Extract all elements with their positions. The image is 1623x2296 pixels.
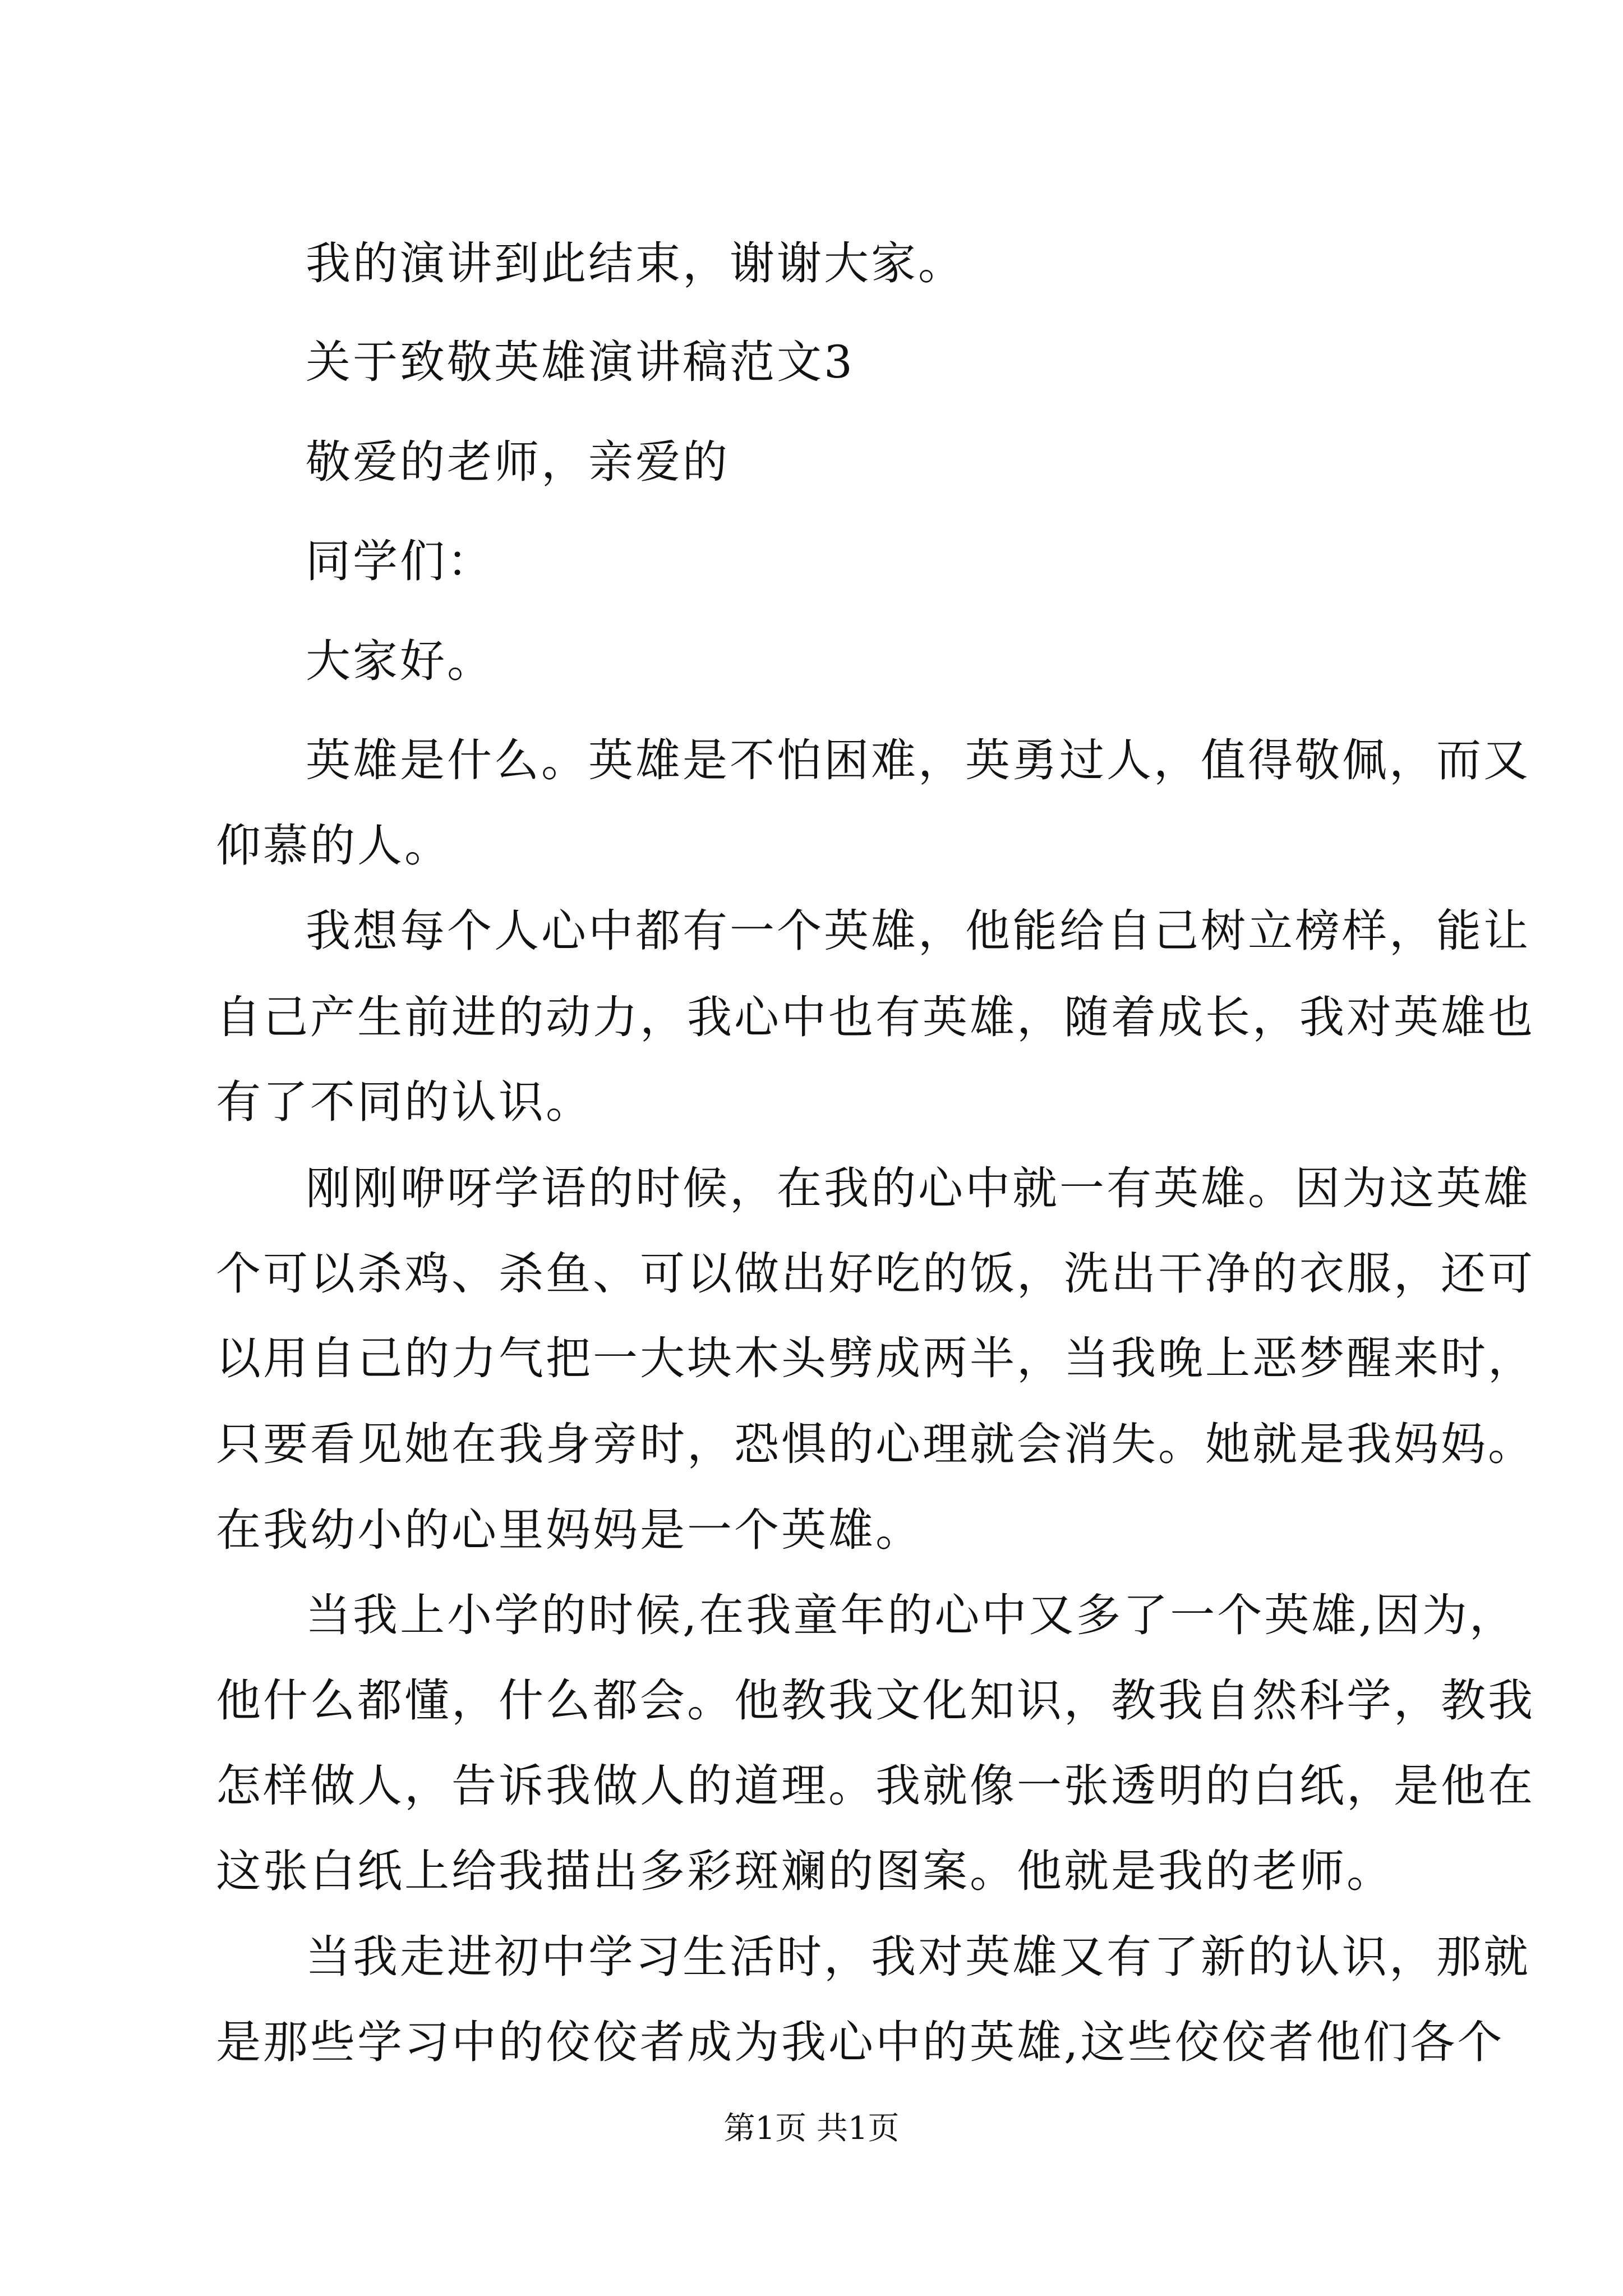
text-line: 只要看见她在我身旁时，恐惧的心理就会消失。她就是我妈妈。 <box>216 1418 1535 1470</box>
text-line: 怎样做人，告诉我做人的道理。我就像一张透明的白纸，是他在 <box>216 1760 1535 1812</box>
text-line: 刚刚咿呀学语的时候，在我的心中就一有英雄。因为这英雄 <box>306 1162 1530 1214</box>
text-line: 是那些学习中的佼佼者成为我心中的英雄,这些佼佼者他们各个 <box>216 2016 1505 2068</box>
text-line: 我想每个人心中都有一个英雄，他能给自己树立榜样，能让 <box>306 905 1530 957</box>
text-line: 敬爱的老师，亲爱的 <box>306 436 730 488</box>
text-line: 这张白纸上给我描出多彩斑斓的图案。他就是我的老师。 <box>216 1845 1394 1897</box>
text-line: 个可以杀鸡、杀鱼、可以做出好吃的饭，洗出干净的衣服，还可 <box>216 1248 1535 1300</box>
text-line: 当我走进初中学习生活时，我对英雄又有了新的认识，那就 <box>306 1931 1530 1983</box>
text-line: 他什么都懂，什么都会。他教我文化知识，教我自然科学，教我 <box>216 1674 1535 1727</box>
text-line: 以用自己的力气把一大块木头劈成两半，当我晚上恶梦醒来时， <box>216 1332 1535 1384</box>
text-line: 当我上小学的时候,在我童年的心中又多了一个英雄,因为， <box>306 1589 1516 1641</box>
text-line: 大家好。 <box>306 635 494 687</box>
text-line: 在我幼小的心里妈妈是一个英雄。 <box>216 1504 923 1556</box>
text-line: 我的演讲到此结束，谢谢大家。 <box>306 237 965 289</box>
text-line: 同学们： <box>306 535 494 587</box>
text-line: 英雄是什么。英雄是不怕困难，英勇过人，值得敬佩，而又 <box>306 734 1530 786</box>
text-line: 仰慕的人。 <box>216 820 451 872</box>
document-title: 关于致敬英雄演讲稿范文3 <box>306 336 855 388</box>
text-line: 自己产生前进的动力，我心中也有英雄，随着成长，我对英雄也 <box>216 991 1535 1043</box>
text-line: 有了不同的认识。 <box>216 1076 593 1128</box>
page-number-footer: 第1页 共1页 <box>723 2110 900 2147</box>
